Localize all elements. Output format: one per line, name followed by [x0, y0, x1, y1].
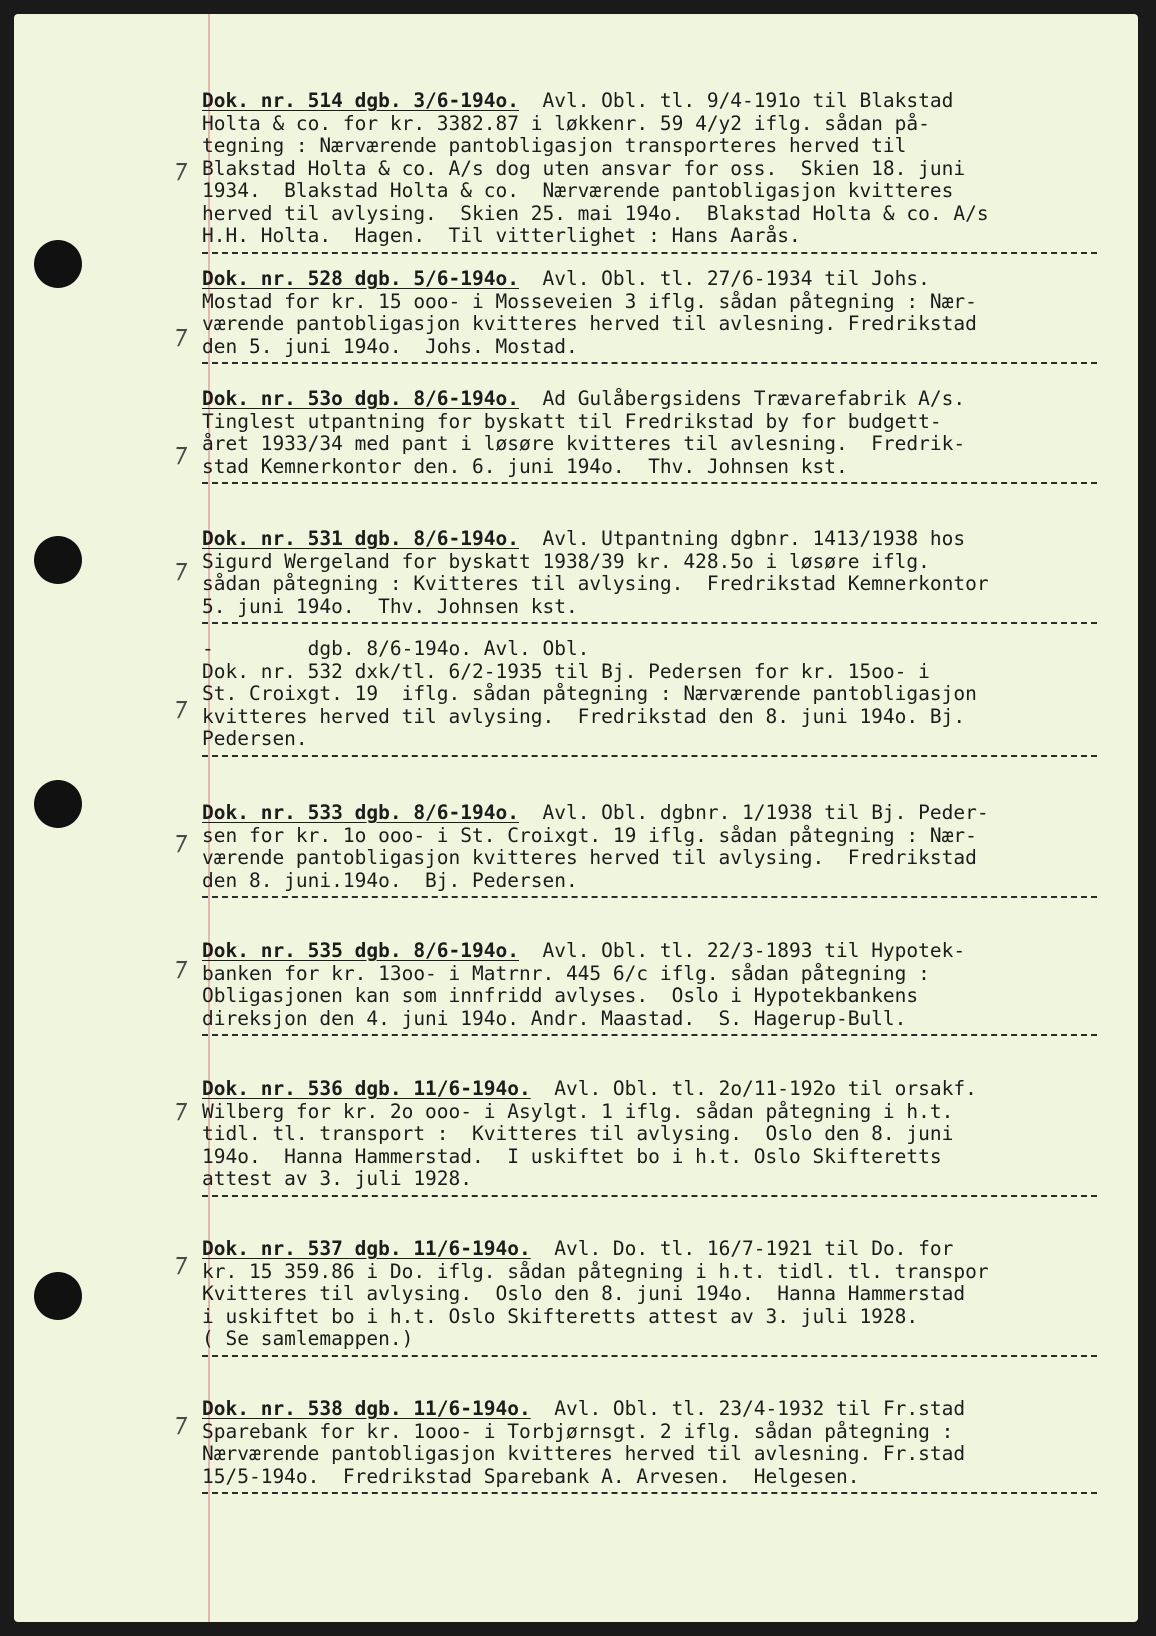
entry-line [202, 388, 1127, 411]
entry-text: Avl. Obl. tl. 22/3-1893 til Hypotek- [542, 939, 966, 962]
punch-hole [34, 780, 82, 828]
entry-line: 5. juni 194o. Thv. Johnsen kst. [202, 594, 578, 618]
entry-text: Avl. Obl. tl. 27/6-1934 til Johs. [542, 267, 930, 290]
entry-line: Sparebank for kr. 1ooo- i Torbjørnsgt. 2 iflg. sådan påtegning : [202, 1419, 954, 1443]
entry-line: værende pantobligasjon kvitteres herved til avlysing. Fredrikstad [202, 846, 977, 869]
dashed-separator [202, 1492, 1097, 1494]
check-mark-icon: ⁊ [172, 438, 185, 468]
entry-line: Wilberg for kr. 2o ooo- i Asylgt. 1 iflg. sådan påtegning i h.t. [202, 1099, 954, 1123]
dashed-separator [202, 896, 1097, 898]
entry-heading: Dok. nr. 535 dgb. 8/6-194o. [202, 939, 519, 962]
entry-line: Obligasjonen kan som innfridd avlyses. Oslo i Hypotekbankens [202, 984, 919, 1007]
entry-text: Avl. Utpantning dgbnr. 1413/1938 hos [542, 527, 966, 550]
check-mark-icon: ⁊ [172, 154, 185, 184]
entry-heading: Dok. nr. 537 dgb. 11/6-194o. [202, 1237, 531, 1260]
entry-line: Dok. nr. 532 dxk/tl. 6/2-1935 til Bj. Pedersen for kr. 15oo- i [202, 659, 930, 683]
entry-line: Kvitteres til avlysing. Oslo den 8. juni 194o. Hanna Hammerstad [202, 1282, 966, 1305]
entry-line: 194o. Hanna Hammerstad. I uskiftet bo i h.t. Oslo Skifteretts [202, 1144, 942, 1168]
document-entry [202, 940, 1127, 1036]
document-entry [202, 388, 1127, 484]
entry-line: værende pantobligasjon kvitteres herved til avlesning. Fredrikstad [202, 312, 977, 335]
punch-hole [34, 1272, 82, 1320]
entry-line [202, 940, 1127, 963]
entry-line: banken for kr. 13oo- i Matrnr. 445 6/c iflg. sådan påtegning : [202, 961, 930, 985]
document-entry [202, 1238, 1127, 1357]
document-entry [202, 1398, 1127, 1494]
entry-text: Ad Gulåbergsidens Trævarefabrik A/s. [542, 387, 966, 410]
entry-heading: Dok. nr. 528 dgb. 5/6-194o. [202, 267, 519, 290]
entry-heading: Dok. nr. 53o dgb. 8/6-194o. [202, 387, 519, 410]
entry-heading: Dok. nr. 514 dgb. 3/6-194o. [202, 89, 519, 112]
entry-line: direksjon den 4. juni 194o. Andr. Maastad. S. Hagerup-Bull. [202, 1006, 907, 1030]
entry-line: kvitteres herved til avlysing. Fredrikstad den 8. juni 194o. Bj. [202, 704, 966, 728]
entry-line: Pedersen. [202, 727, 308, 750]
entry-line: tegning : Nærværende pantobligasjon transporteres herved til [202, 134, 907, 157]
check-mark-icon: ⁊ [172, 554, 185, 584]
check-mark-icon: ⁊ [172, 1248, 185, 1278]
entry-line [202, 1238, 1127, 1261]
dashed-separator [202, 755, 1097, 757]
entry-line: i uskiftet bo i h.t. Oslo Skifteretts attest av 3. juli 1928. [202, 1304, 919, 1328]
dashed-separator [202, 1195, 1097, 1197]
entry-line: ( Se samlemappen.) [202, 1327, 414, 1350]
punch-hole [34, 536, 82, 584]
entry-line: tidl. tl. transport : Kvitteres til avlysing. Oslo den 8. juni [202, 1122, 954, 1145]
document-entry [202, 528, 1127, 624]
entry-text: Avl. Obl. tl. 9/4-191o til Blakstad [542, 89, 954, 112]
dashed-separator [202, 482, 1097, 484]
entry-line: året 1933/34 med pant i løsøre kvitteres til avlesning. Fredrik- [202, 432, 966, 455]
entry-text: Avl. Do. tl. 16/7-1921 til Do. for [554, 1237, 954, 1260]
entry-text: Avl. Obl. dgbnr. 1/1938 til Bj. Peder- [542, 801, 989, 824]
dashed-separator [202, 1034, 1097, 1036]
entry-line: den 5. juni 194o. Johs. Mostad. [202, 334, 578, 358]
check-mark-icon: ⁊ [172, 1408, 185, 1438]
entry-line: H.H. Holta. Hagen. Til vitterlighet : Hans Aarås. [202, 224, 801, 247]
entry-line [202, 268, 1127, 291]
entry-heading: Dok. nr. 538 dgb. 11/6-194o. [202, 1397, 531, 1420]
entry-heading: Dok. nr. 533 dgb. 8/6-194o. [202, 801, 519, 824]
document-entry [202, 638, 1127, 757]
entry-line [202, 802, 1127, 825]
dashed-separator [202, 362, 1097, 364]
entry-line: Blakstad Holta & co. A/s dog uten ansvar for oss. Skien 18. juni [202, 156, 966, 180]
entry-line: St. Croixgt. 19 iflg. sådan påtegning : Nærværende pantobligasjon [202, 682, 977, 705]
entry-line: attest av 3. juli 1928. [202, 1167, 473, 1190]
check-mark-icon: ⁊ [172, 826, 185, 856]
entry-line [202, 1078, 1127, 1101]
entry-line: Holta & co. for kr. 3382.87 i løkkenr. 59 4/y2 iflg. sådan på- [202, 111, 930, 135]
entry-line: sådan påtegning : Kvitteres til avlysing. Fredrikstad Kemnerkontor [202, 572, 989, 595]
check-mark-icon: ⁊ [172, 320, 185, 350]
document-entry [202, 802, 1127, 898]
entry-text: Avl. Obl. tl. 23/4-1932 til Fr.stad [554, 1397, 966, 1420]
dashed-separator [202, 1355, 1097, 1357]
entry-line [202, 1398, 1127, 1421]
entry-heading: Dok. nr. 531 dgb. 8/6-194o. [202, 527, 519, 550]
entry-line: kr. 15 359.86 i Do. iflg. sådan påtegning i h.t. tidl. tl. transpor [202, 1259, 989, 1283]
punch-hole [34, 240, 82, 288]
entry-line: Sigurd Wergeland for byskatt 1938/39 kr. 428.5o i løsøre iflg. [202, 549, 930, 573]
document-entry [202, 90, 1127, 254]
document-page [14, 14, 1138, 1622]
entry-line [202, 90, 1127, 113]
entry-line: Nærværende pantobligasjon kvitteres herved til avlesning. Fr.stad [202, 1442, 966, 1465]
document-entry [202, 1078, 1127, 1197]
entry-line: 1934. Blakstad Holta & co. Nærværende pantobligasjon kvitteres [202, 179, 954, 202]
entry-line: Tinglest utpantning for byskatt til Fredrikstad by for budgett- [202, 409, 942, 433]
entry-line: herved til avlysing. Skien 25. mai 194o. Blakstad Holta & co. A/s [202, 201, 989, 225]
entry-line: Mostad for kr. 15 ooo- i Mosseveien 3 iflg. sådan påtegning : Nær- [202, 289, 977, 313]
entry-line: den 8. juni.194o. Bj. Pedersen. [202, 868, 578, 892]
entry-line: sen for kr. 1o ooo- i St. Croixgt. 19 iflg. sådan påtegning : Nær- [202, 823, 977, 847]
document-entry [202, 268, 1127, 364]
check-mark-icon: ⁊ [172, 1094, 185, 1124]
entry-line: 15/5-194o. Fredrikstad Sparebank A. Arvesen. Helgesen. [202, 1464, 860, 1488]
entry-line: stad Kemnerkontor den. 6. juni 194o. Thv. Johnsen kst. [202, 454, 848, 478]
dashed-separator [202, 622, 1097, 624]
check-mark-icon: ⁊ [172, 952, 185, 982]
entry-heading: Dok. nr. 536 dgb. 11/6-194o. [202, 1077, 531, 1100]
entry-line [202, 528, 1127, 551]
dashed-separator [202, 252, 1097, 254]
entry-text: Avl. Obl. tl. 2o/11-192o til orsakf. [554, 1077, 977, 1100]
entry-line: - dgb. 8/6-194o. Avl. Obl. [202, 637, 590, 660]
check-mark-icon: ⁊ [172, 692, 185, 722]
